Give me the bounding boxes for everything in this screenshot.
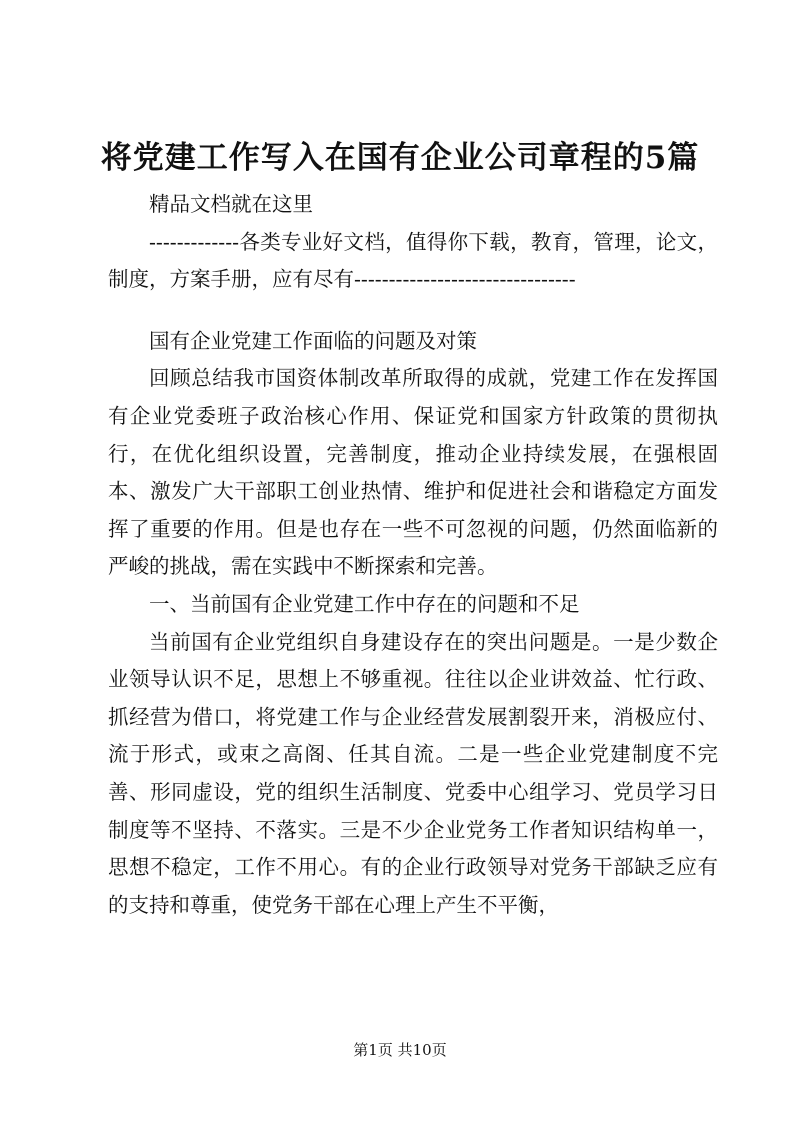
paragraph-banner: -------------各类专业好文档，值得你下载，教育，管理，论文，制度，方案手册，应有尽有--------------------------------: [108, 229, 718, 292]
document-body: [108, 186, 718, 924]
section-heading: 国有企业党建工作面临的问题及对策: [149, 328, 477, 353]
page-footer: 第1页 共10页: [353, 1041, 447, 1059]
paragraph-review: 回顾总结我市国资体制改革所取得的成就，党建工作在发挥国有企业党委班子政治核心作用、保证党和国家方针政策的贯彻执行，在优化组织设置，完善制度，推动企业持续发展，在强根固本、激发广大干部职工创业热情、维护和促进社会和谐稳定方面发挥了重要的作用。但是也存在一些不可忽视的问题，仍然面临新的严峻的挑战，需在实践中不断探索和完善。: [108, 366, 718, 579]
paragraph-intro: 精品文档就在这里: [149, 192, 313, 216]
document-title: 将党建工作写入在国有企业公司章程的5篇: [100, 140, 700, 176]
subsection-heading: 一、当前国有企业党建工作中存在的问题和不足: [149, 591, 580, 616]
paragraph-problems: 当前国有企业党组织自身建设存在的突出问题是。一是少数企业领导认识不足，思想上不够重视。往往以企业讲效益、忙行政、抓经营为借口，将党建工作与企业经营发展割裂开来，消极应付、流于形式，或束之高阁、任其自流。二是一些企业党建制度不完善、形同虚设，党的组织生活制度、党委中心组学习、党员学习日制度等不坚持、不落实。三是不少企业党务工作者知识结构单一，思想不稳定，工作不用心。有的企业行政领导对党务干部缺乏应有的支持和尊重，使党务干部在心理上产生不平衡，: [108, 629, 718, 917]
